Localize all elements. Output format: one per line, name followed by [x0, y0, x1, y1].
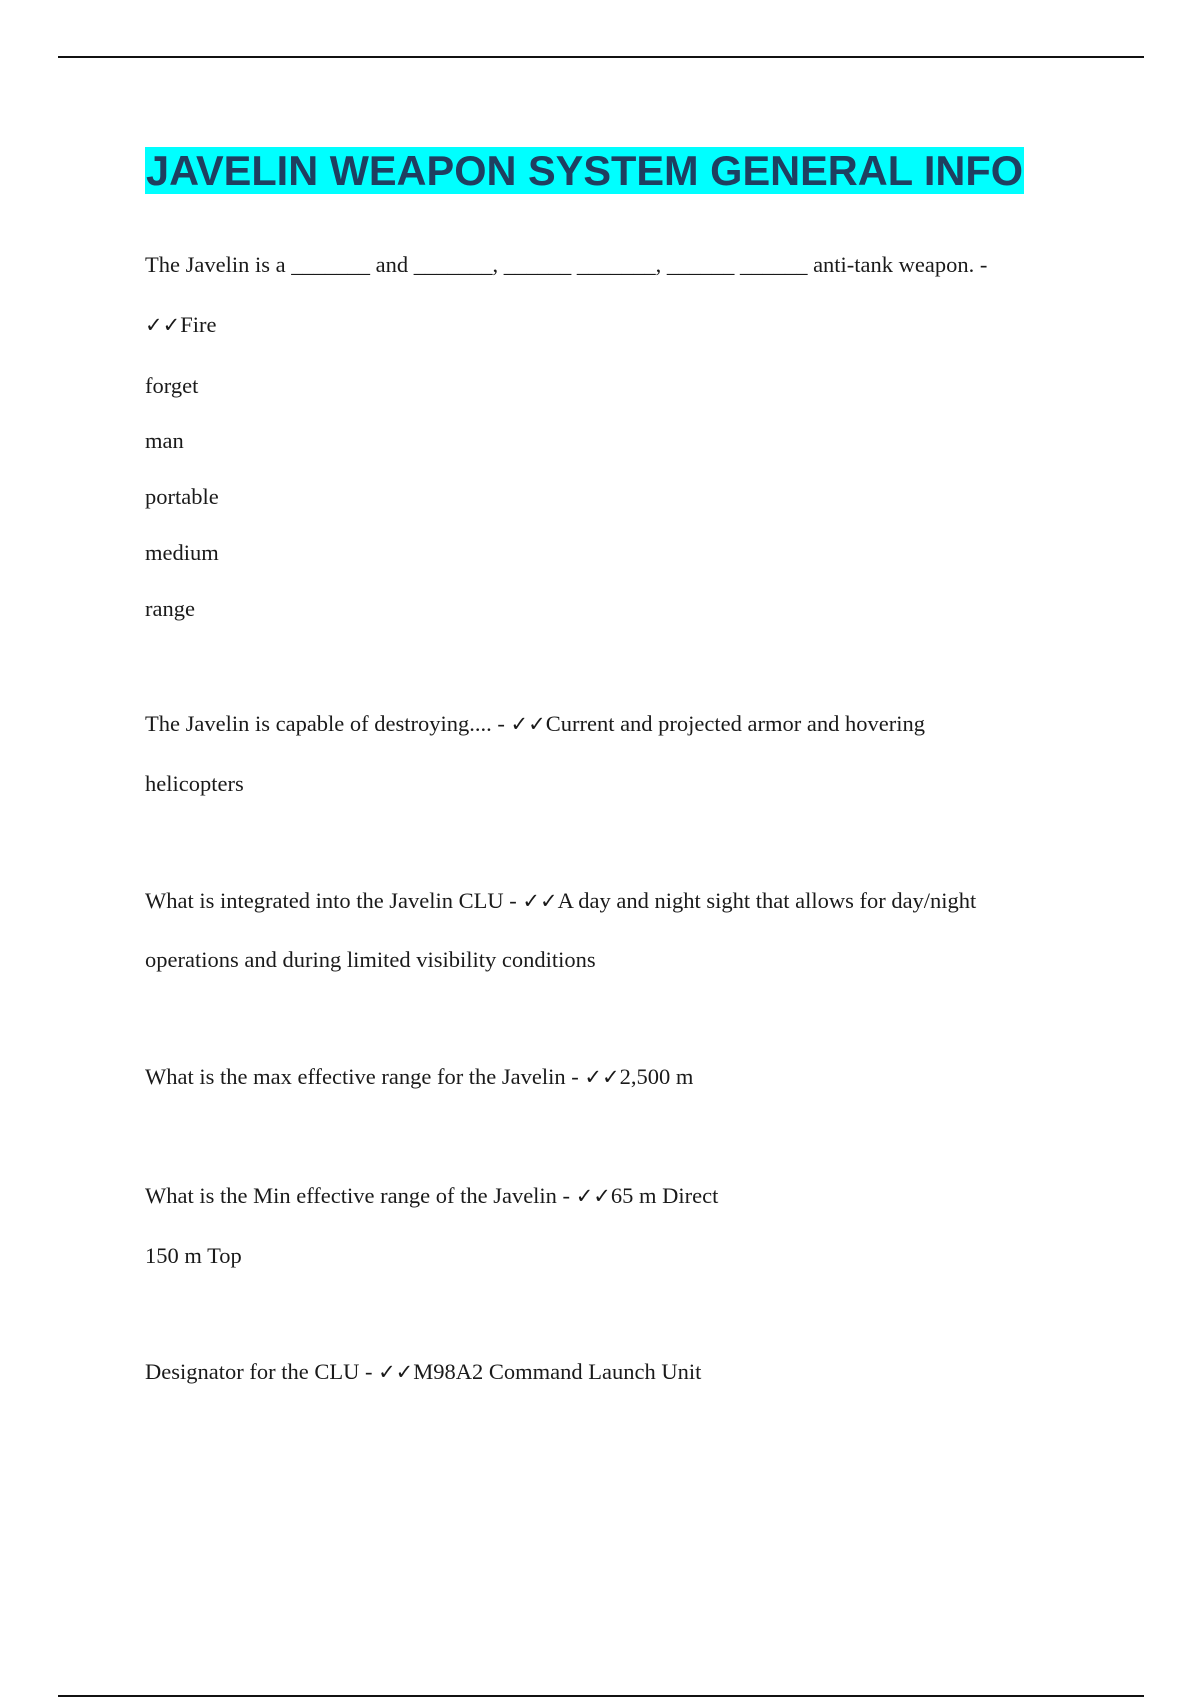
card-4-question: What is the max effective range for the Javelin - [145, 1064, 579, 1089]
double-check-icon: ✓✓ [145, 313, 181, 337]
card-4-answer-1: 2,500 m [619, 1064, 694, 1089]
card-6-line-1 [145, 1357, 701, 1387]
title-highlight: JAVELIN WEAPON SYSTEM GENERAL INFO [146, 147, 1023, 194]
double-check-icon: ✓✓ [584, 1065, 620, 1089]
card-1-question: The Javelin is a _______ and _______, ______ _______, ______ ______ anti-tank weapon. - [145, 252, 988, 277]
double-check-icon: ✓✓ [510, 712, 546, 736]
card-2-answer-1: Current and projected armor and hovering [545, 711, 925, 736]
card-1-answer-line-2: forget [145, 373, 199, 398]
card-6-question: Designator for the CLU - [145, 1359, 373, 1384]
card-1-answer-line-4: portable [145, 484, 219, 509]
card-1-answer-line-3: man [145, 428, 184, 453]
card-4-line-1 [145, 1062, 693, 1092]
card-5-answer-1: 65 m Direct [610, 1183, 719, 1208]
card-3-line-2: operations and during limited visibility conditions [145, 947, 596, 972]
card-2-line-2: helicopters [145, 771, 244, 796]
card-1-answer-line-1 [145, 310, 216, 340]
card-5-question: What is the Min effective range of the Javelin - [145, 1183, 571, 1208]
card-1-answer-line-5: medium [145, 540, 219, 565]
card-1-answer-line-6: range [145, 596, 195, 621]
header-rule [58, 56, 1144, 58]
double-check-icon: ✓✓ [378, 1360, 414, 1384]
card-3-answer-1: A day and night sight that allows for day/night [557, 888, 977, 913]
card-2-line-1 [145, 709, 925, 739]
card-6-answer-1: M98A2 Command Launch Unit [413, 1359, 702, 1384]
double-check-icon: ✓✓ [522, 889, 558, 913]
card-2-question: The Javelin is capable of destroying.... - [145, 711, 505, 736]
card-5-line-1 [145, 1181, 718, 1211]
document-title [145, 146, 1024, 196]
card-3-question: What is integrated into the Javelin CLU - [145, 888, 517, 913]
double-check-icon: ✓✓ [575, 1184, 611, 1208]
card-1-question-line [145, 250, 987, 280]
card-1-answer-1: Fire [180, 312, 217, 337]
card-5-line-2: 150 m Top [145, 1243, 242, 1268]
footer-rule [58, 1695, 1144, 1697]
card-3-line-1 [145, 886, 976, 916]
